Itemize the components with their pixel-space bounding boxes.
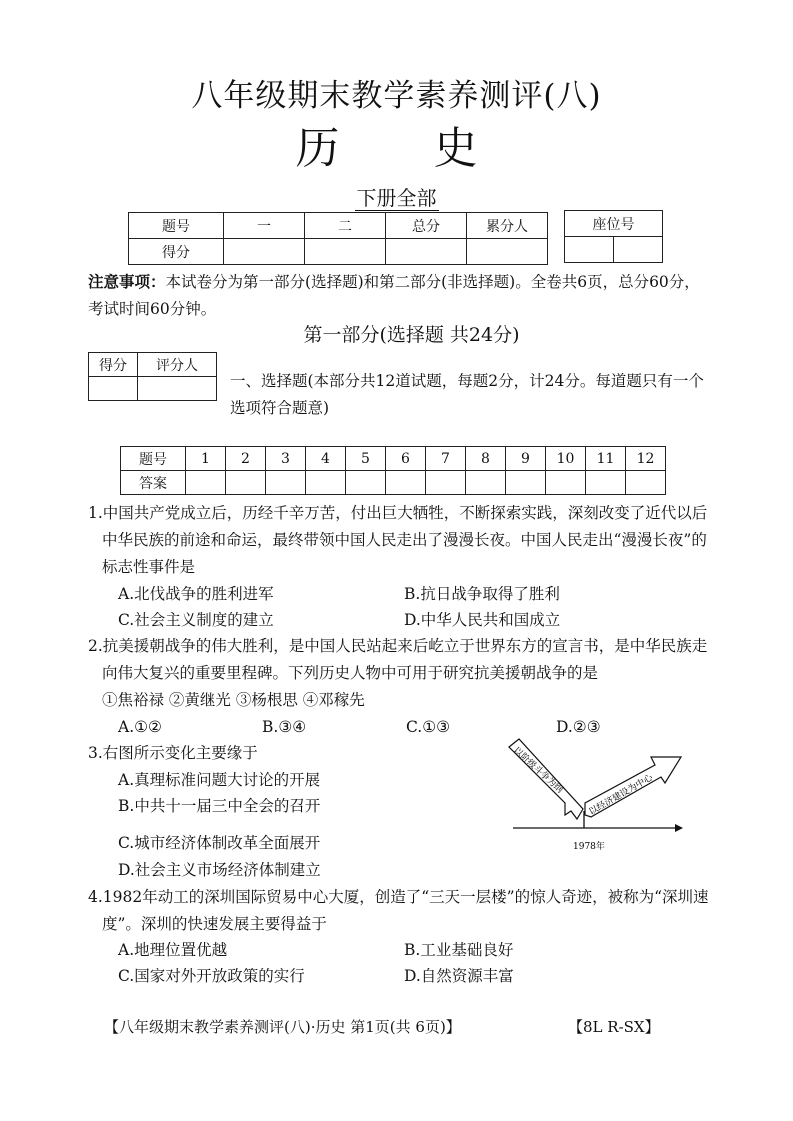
question-1-option-c: C.社会主义制度的建立 <box>118 611 274 629</box>
score-table <box>128 212 548 265</box>
score-header-number: 题号 <box>129 213 224 239</box>
seat-table <box>564 210 663 263</box>
answer-cell <box>426 471 466 495</box>
exam-title: 八年级期末教学素养测评(八) <box>191 78 602 114</box>
economic-construction-arrow <box>585 757 681 818</box>
answer-number: 10 <box>546 447 586 471</box>
grader-name-label: 评分人 <box>138 353 217 377</box>
economic-construction-label: 以经济建设为中心 <box>587 772 655 818</box>
question-4-stem: 4.1982年动工的深圳国际贸易中心大厦，创造了“三天一层楼”的惊人奇迹，被称为“深圳速度”。深圳的快速发展主要得益于 <box>88 888 709 933</box>
score-cell <box>224 239 305 265</box>
answer-cell <box>466 471 506 495</box>
question-4-option-d: D.自然资源丰富 <box>404 967 514 985</box>
answer-table <box>120 446 666 495</box>
part1-title: 第一部分(选择题 共24分) <box>303 324 520 346</box>
answer-cell <box>186 471 226 495</box>
class-struggle-arrow <box>509 739 583 819</box>
answer-row-label: 答案 <box>121 471 186 495</box>
question-2-option-a: A.①② <box>118 718 162 736</box>
notice-label: 注意事项： <box>88 272 166 291</box>
answer-cell <box>306 471 346 495</box>
score-cell <box>386 239 467 265</box>
answer-number: 6 <box>386 447 426 471</box>
seat-cell <box>565 237 614 263</box>
score-header-total: 总分 <box>386 213 467 239</box>
question-1-option-a: A.北伐战争的胜利进军 <box>118 585 274 603</box>
answer-number: 8 <box>466 447 506 471</box>
question-3-option-c: C.城市经济体制改革全面展开 <box>118 834 321 852</box>
answer-cell <box>226 471 266 495</box>
question-2-option-c: C.①③ <box>406 718 451 736</box>
class-struggle-label: 以阶级斗争为纲 <box>510 745 565 796</box>
question-1-option-d: D.中华人民共和国成立 <box>404 611 561 629</box>
grader-cell <box>138 377 217 401</box>
question-3-stem: 3.右图所示变化主要缘于 <box>88 744 258 762</box>
answer-number: 11 <box>586 447 626 471</box>
score-header-tallier: 累分人 <box>467 213 548 239</box>
policy-shift-figure <box>505 735 685 855</box>
answer-number: 4 <box>306 447 346 471</box>
answer-number: 1 <box>186 447 226 471</box>
grader-table <box>88 352 217 401</box>
question-2-stem: 2.抗美援朝战争的伟大胜利，是中国人民站起来后屹立于世界东方的宣言书，是中华民族走向伟大复兴的重要里程碑。下列历史人物中可用于研究抗美援朝战争的是 <box>88 637 708 682</box>
question-1-option-b: B.抗日战争取得了胜利 <box>404 585 560 603</box>
score-cell <box>467 239 548 265</box>
question-4-option-a: A.地理位置优越 <box>118 941 228 959</box>
answer-cell <box>586 471 626 495</box>
question-2-option-d: D.②③ <box>556 718 601 736</box>
question-2-option-b: B.③④ <box>262 718 307 736</box>
section1-heading: 一、选择题(本部分共12道试题，每题2分，计24分。每道题只有一个选项符合题意) <box>230 372 704 417</box>
answer-cell <box>506 471 546 495</box>
notice <box>88 268 710 323</box>
answer-cell <box>626 471 666 495</box>
grader-score-label: 得分 <box>89 353 138 377</box>
score-header-part2: 二 <box>305 213 386 239</box>
score-header-part1: 一 <box>224 213 305 239</box>
notice-text: 本试卷分为第一部分(选择题)和第二部分(非选择题)。全卷共6页，总分60分，考试时间60分钟。 <box>88 273 700 318</box>
seat-cell <box>614 237 663 263</box>
subject-title: 历 史 <box>295 123 518 174</box>
question-3-option-a: A.真理标准问题大讨论的开展 <box>118 771 321 789</box>
answer-number: 9 <box>506 447 546 471</box>
answer-number: 5 <box>346 447 386 471</box>
question-4-option-c: C.国家对外开放政策的实行 <box>118 967 305 985</box>
exam-scope-text: 下册全部 <box>356 186 437 210</box>
question-2-items: ①焦裕禄 ②黄继光 ③杨根思 ④邓稼先 <box>102 691 365 709</box>
answer-number: 12 <box>626 447 666 471</box>
answer-number: 2 <box>226 447 266 471</box>
answer-cell <box>386 471 426 495</box>
question-3-option-b: B.中共十一届三中全会的召开 <box>118 797 321 815</box>
score-row-label: 得分 <box>129 239 224 265</box>
timeline-arrowhead <box>675 824 683 832</box>
question-3-option-d: D.社会主义市场经济体制建立 <box>118 861 321 879</box>
question-1-stem: 1.中国共产党成立后，历经千辛万苦，付出巨大牺牲，不断探索实践，深刻改变了近代以后中华民族的前途和命运，最终带领中国人民走出了漫漫长夜。中国人民走出“漫漫长夜”的标志性事件是 <box>88 504 708 576</box>
paper-code: 【8L R-SX】 <box>568 1018 660 1036</box>
grader-cell <box>89 377 138 401</box>
answer-number: 3 <box>266 447 306 471</box>
seat-label: 座位号 <box>565 211 663 237</box>
year-label: 1978年 <box>573 842 605 852</box>
answer-cell <box>546 471 586 495</box>
page-footer: 【八年级期末教学素养测评(八)·历史 第1页(共 6页)】 <box>104 1018 461 1036</box>
answer-number: 7 <box>426 447 466 471</box>
score-cell <box>305 239 386 265</box>
answer-row-label: 题号 <box>121 447 186 471</box>
question-4-option-b: B.工业基础良好 <box>404 941 514 959</box>
exam-scope <box>0 182 793 211</box>
answer-cell <box>266 471 306 495</box>
answer-cell <box>346 471 386 495</box>
